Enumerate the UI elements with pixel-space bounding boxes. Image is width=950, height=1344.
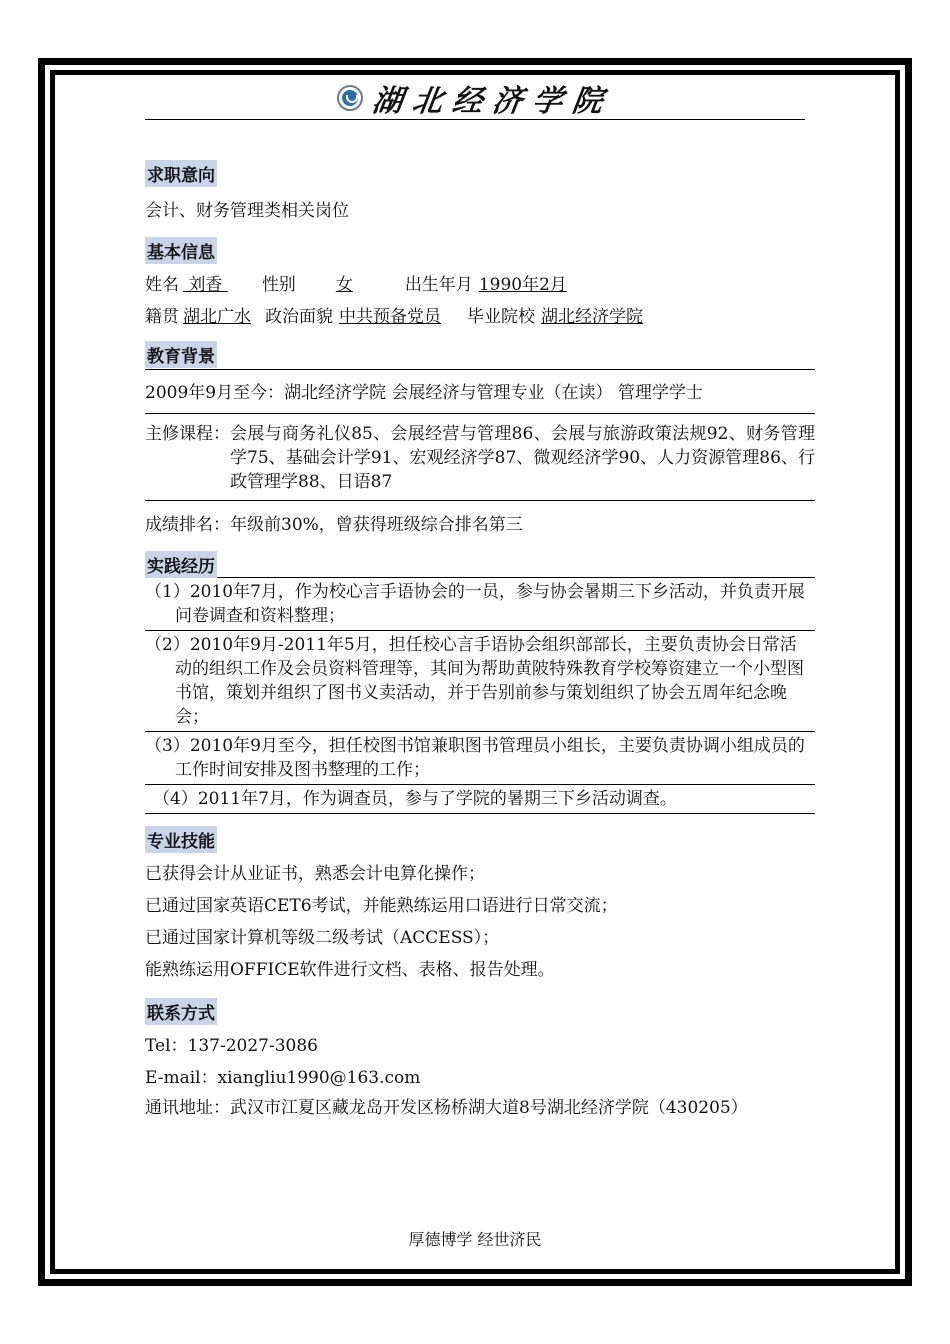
basic-row-2 (145, 305, 815, 329)
section-title-basic: 基本信息 (145, 237, 217, 264)
name-value: 刘香 (183, 275, 228, 295)
section-title-practice: 实践经历 (145, 551, 217, 578)
politics-value: 中共预备党员 (339, 307, 441, 327)
contact-address: 通讯地址：武汉市江夏区藏龙岛开发区杨桥湖大道8号湖北经济学院（430205） (145, 1098, 748, 1118)
footer-motto: 厚德博学 经世济民 (408, 1230, 542, 1249)
politics-label: 政治面貌 (265, 307, 333, 327)
section-title-objective: 求职意向 (145, 160, 217, 187)
objective-text: 会计、财务管理类相关岗位 (145, 201, 349, 221)
header-rule (145, 119, 805, 120)
skill-item-3: 已通过国家计算机等级二级考试（ACCESS）； (145, 928, 500, 948)
section-title-contact: 联系方式 (145, 998, 217, 1025)
section-title-education: 教育背景 (145, 341, 217, 368)
contact-email: E-mail：xiangliu1990@163.com (145, 1068, 421, 1088)
courses-text: 会展与商务礼仪85、会展经营与管理86、会展与旅游政策法规92、财务管理学75、基础会计学91、宏观经济学87、微观经济学90、人力资源管理86、行政管理学88、日语87 (230, 424, 815, 492)
gender-label: 性别 (261, 275, 296, 295)
birth-label: 出生年月 (404, 275, 473, 295)
school-logo-icon (337, 85, 363, 111)
origin-value: 湖北广水 (183, 307, 251, 327)
practice-item-4: （4）2011年7月，作为调查员，参与了学院的暑期三下乡活动调查。 (153, 789, 677, 809)
courses-label: 主修课程： (145, 424, 230, 444)
page-header (145, 78, 805, 118)
gender-value: 女 (335, 275, 353, 295)
birth-value: 1990年2月 (478, 275, 567, 295)
education-ranking: 成绩排名：年级前30%，曾获得班级综合排名第三 (145, 515, 523, 535)
contact-tel: Tel：137-2027-3086 (145, 1036, 318, 1056)
resume-content (145, 160, 815, 1120)
skill-item-4: 能熟练运用OFFICE软件进行文档、表格、报告处理。 (145, 960, 555, 980)
school-name: 湖北经济学院 (370, 84, 615, 119)
education-courses (145, 414, 815, 500)
basic-row-1 (145, 273, 815, 297)
origin-label: 籍贯 (145, 307, 179, 327)
education-row-1: 2009年9月至今：湖北经济学院 会展经济与管理专业（在读） 管理学学士 (145, 383, 703, 403)
name-label: 姓名 (145, 275, 179, 295)
school-label: 毕业院校 (467, 307, 535, 327)
skill-item-1: 已获得会计从业证书，熟悉会计电算化操作； (145, 864, 485, 884)
school-value: 湖北经济学院 (541, 307, 643, 327)
practice-item-3: （3）2010年9月至今，担任校图书馆兼职图书管理员小组长，主要负责协调小组成员的工作时间安排及图书整理的工作； (145, 736, 805, 780)
skill-item-2: 已通过国家英语CET6考试，并能熟练运用口语进行日常交流； (145, 896, 618, 916)
section-title-skills: 专业技能 (145, 826, 217, 853)
practice-item-1: （1）2010年7月，作为校心言手语协会的一员，参与协会暑期三下乡活动，并负责开展问卷调查和资料整理； (145, 582, 805, 626)
practice-item-2: （2）2010年9月-2011年5月，担任校心言手语协会组织部部长，主要负责协会日常活动的组织工作及会员资料管理等，其间为帮助黄陂特殊教育学校筹资建立一个小型图书馆，策划并组织了图书义卖活动，并于告别前参与策划组织了协会五周年纪念晚会； (145, 635, 804, 727)
